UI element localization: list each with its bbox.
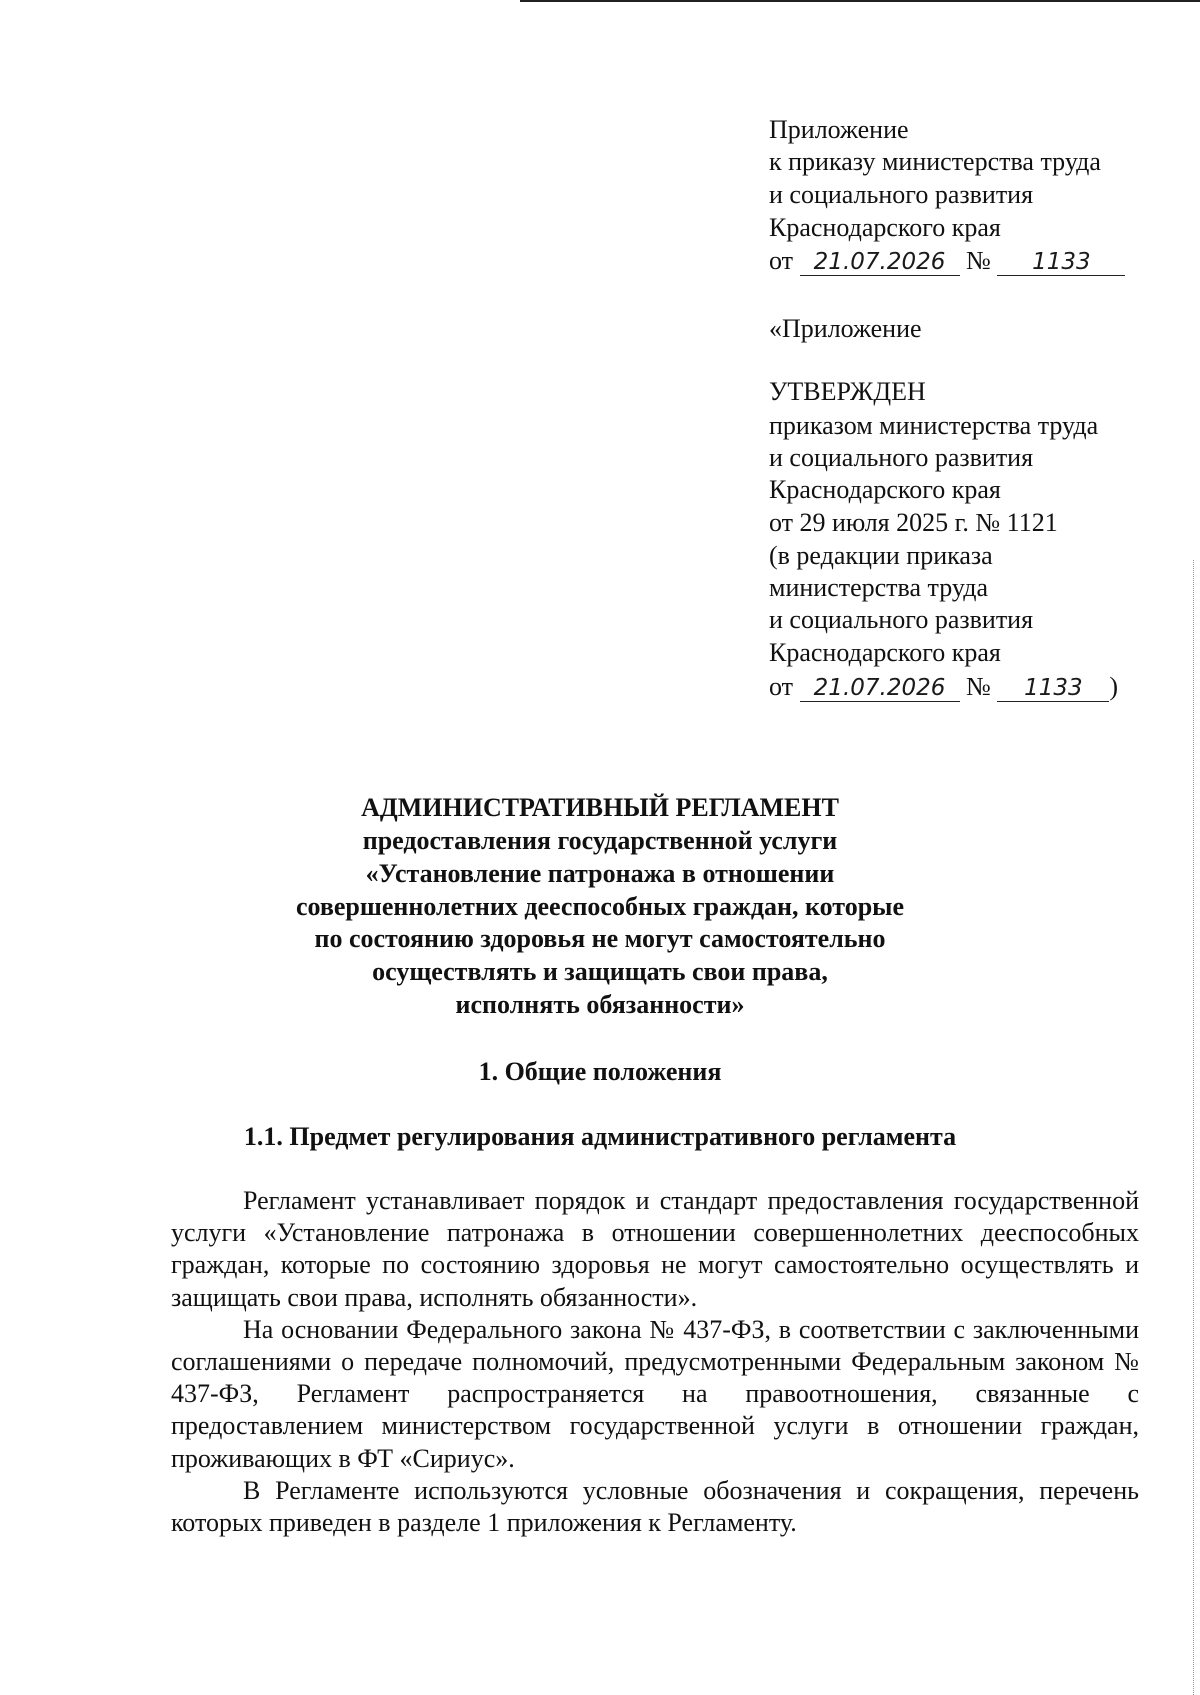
approval-date-handwritten: 21.07.2026 [800,675,960,702]
document-title: АДМИНИСТРАТИВНЫЙ РЕГЛАМЕНТ [361,793,839,822]
header-date-handwritten: 21.07.2026 [800,249,960,276]
approval-number-sign: № [966,672,991,701]
title-line-3: «Установление патронажа в отношении [365,859,835,888]
approval-quote-appendix: «Приложение [769,314,922,343]
header-line-2: к приказу министерства труда [769,147,1101,176]
approval-date-line [769,671,1118,703]
section-heading: 1. Общие положения [478,1057,722,1086]
title-line-2: предоставления государственной услуги [362,826,838,855]
header-number-sign: № [966,246,991,275]
approval-line-2: и социального развития [769,443,1034,472]
approval-line-6: министерства труда [769,573,988,602]
body-text [171,1185,1139,1539]
approval-line-5: (в редакции приказа [769,541,993,570]
approval-line-7: и социального развития [769,605,1034,634]
approval-approved: УТВЕРЖДЕН [769,377,926,406]
header-line-4: Краснодарского края [769,213,1001,242]
paragraph-1: Регламент устанавливает порядок и стандарт предоставления государственной услуги «Установление патронажа в отношении совершеннолетних дееспособных граждан, которые по состоянию здоровья не могут самостоятельно осуществлять и защищать свои права, исполнять обязанности». [171,1186,1139,1312]
paragraph-3: В Регламенте используются условные обозначения и сокращения, перечень которых приведен в разделе 1 приложения к Регламенту. [171,1475,1139,1538]
title-line-5: по состоянию здоровья не могут самостоятельно [314,924,886,953]
approval-number-handwritten: 1133 [997,675,1109,702]
scan-edge-line [520,0,1200,2]
header-line-3: и социального развития [769,180,1034,209]
approval-date-prefix: от [769,672,794,701]
subsection-heading: 1.1. Предмет регулирования административного регламента [243,1122,957,1151]
approval-line-4: от 29 июля 2025 г. № 1121 [769,508,1058,537]
header-date-line [769,245,1125,277]
header-appendix-label: Приложение [769,115,909,144]
header-number-handwritten: 1133 [997,249,1125,276]
title-line-4: совершеннолетних дееспособных граждан, которые [295,892,905,921]
title-line-6: осуществлять и защищать свои права, [372,957,828,986]
paragraph-2: На основании Федерального закона № 437-ФЗ, в соответствии с заключенными соглашениями о передаче полномочий, предусмотренными Федеральным законом № 437-ФЗ, Регламент распространяется на правоотношения, связанные с предоставлением министерством государственной услуги в отношении граждан, проживающих в ФТ «Сириус». [171,1314,1139,1473]
approval-line-3: Краснодарского края [769,475,1001,504]
title-line-7: исполнять обязанности» [455,990,745,1019]
header-date-prefix: от [769,246,794,275]
approval-closing-paren: ) [1109,672,1119,701]
approval-line-1: приказом министерства труда [769,411,1099,440]
approval-line-8: Краснодарского края [769,638,1001,667]
